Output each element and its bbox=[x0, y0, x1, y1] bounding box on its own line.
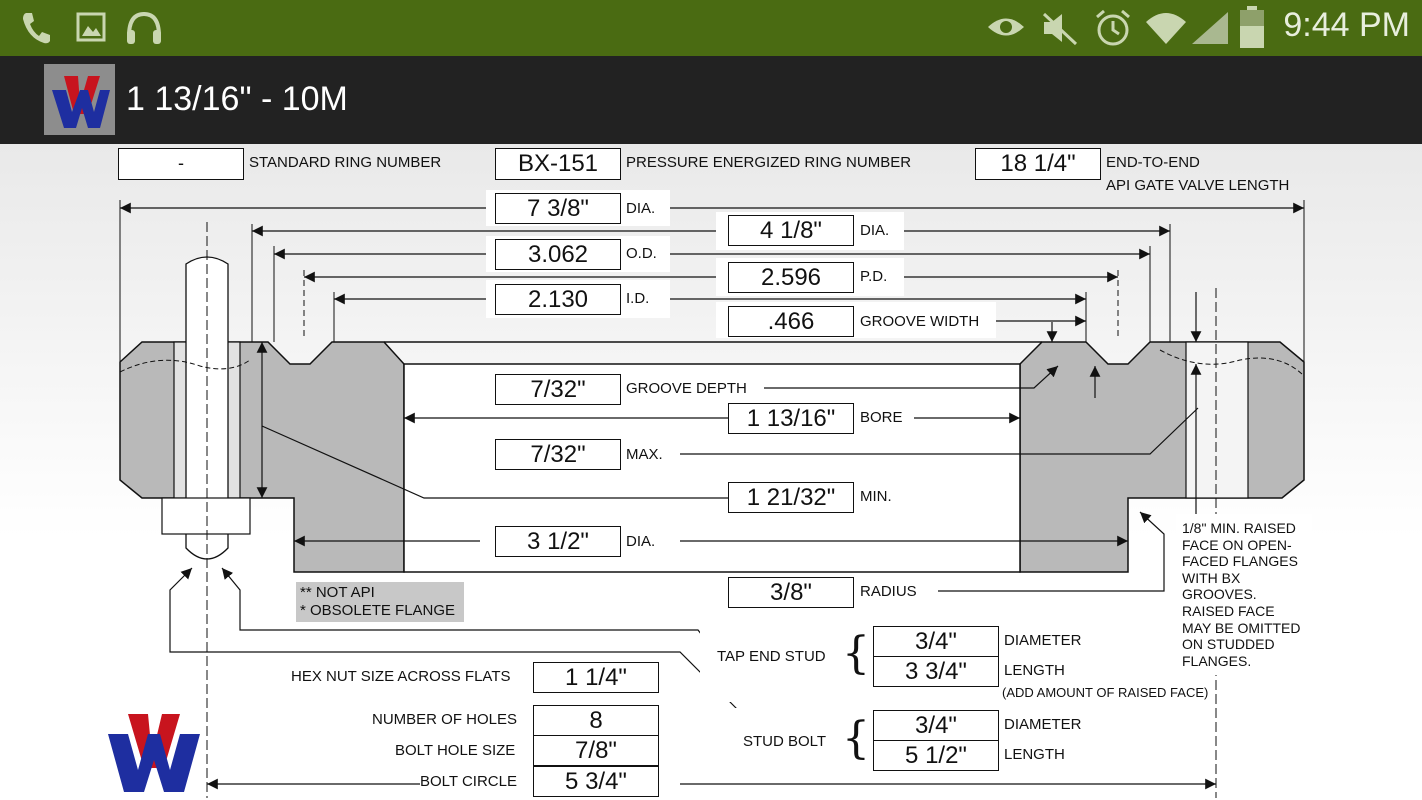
groove-width-value: .466 bbox=[728, 306, 854, 337]
id-value: 2.130 bbox=[495, 284, 621, 315]
id-label: I.D. bbox=[626, 290, 650, 307]
page-title: 1 13/16" - 10M bbox=[126, 80, 348, 118]
app-logo[interactable] bbox=[44, 64, 115, 135]
legend-obsolete: * OBSOLETE FLANGE bbox=[300, 602, 456, 619]
pressure-ring-number-value: BX-151 bbox=[495, 148, 621, 180]
bolt-circle-label: BOLT CIRCLE bbox=[420, 773, 517, 790]
action-bar bbox=[0, 56, 1422, 144]
status-bar bbox=[0, 0, 1422, 56]
wv-logo-icon bbox=[44, 64, 115, 135]
stud-bolt-length-label: LENGTH bbox=[1004, 746, 1065, 763]
raised-face-add-note: (ADD AMOUNT OF RAISED FACE) bbox=[1002, 685, 1209, 700]
od-value: 3.062 bbox=[495, 239, 621, 270]
tap-end-brace: { bbox=[842, 628, 870, 679]
standard-ring-number-value: - bbox=[118, 148, 244, 180]
eye-icon bbox=[986, 14, 1026, 40]
bolt-hole-size-value: 7/8" bbox=[533, 735, 659, 766]
pd-label: P.D. bbox=[860, 268, 888, 285]
flange-dia-value: 7 3/8" bbox=[495, 193, 621, 224]
radius-label: RADIUS bbox=[860, 583, 917, 600]
hex-nut-label: HEX NUT SIZE ACROSS FLATS bbox=[291, 668, 511, 685]
pd-value: 2.596 bbox=[728, 262, 854, 293]
groove-width-label: GROOVE WIDTH bbox=[860, 313, 980, 330]
stud-bolt-diameter-label: DIAMETER bbox=[1004, 716, 1082, 733]
bolt-hole-size-label: BOLT HOLE SIZE bbox=[395, 742, 516, 759]
number-of-holes-value: 8 bbox=[533, 705, 659, 736]
od-label: O.D. bbox=[626, 245, 657, 262]
raised-face-dia-label: DIA. bbox=[860, 222, 890, 239]
raised-face-dia-value: 4 1/8" bbox=[728, 215, 854, 246]
right-bolt-hole bbox=[1186, 342, 1248, 498]
pressure-ring-number-label: PRESSURE ENERGIZED RING NUMBER bbox=[626, 154, 912, 171]
mute-icon bbox=[1040, 10, 1080, 46]
clock: 9:44 PM bbox=[1283, 6, 1410, 44]
end-to-end-value: 18 1/4" bbox=[975, 148, 1101, 180]
max-value: 7/32" bbox=[495, 439, 621, 470]
tap-end-stud-label: TAP END STUD bbox=[717, 648, 826, 665]
battery-icon bbox=[1238, 4, 1266, 50]
image-icon bbox=[76, 12, 106, 42]
stud-bolt-label: STUD BOLT bbox=[743, 733, 827, 750]
stud-bolt-diameter-value: 3/4" bbox=[873, 710, 999, 741]
legend bbox=[296, 582, 464, 622]
wifi-icon bbox=[1144, 10, 1188, 46]
number-of-holes-label: NUMBER OF HOLES bbox=[372, 711, 518, 728]
min-value: 1 21/32" bbox=[728, 482, 854, 513]
tap-end-length-label: LENGTH bbox=[1004, 662, 1065, 679]
stud-bolt-length-value: 5 1/2" bbox=[873, 740, 999, 771]
headphones-icon bbox=[124, 10, 164, 46]
bore-label: BORE bbox=[860, 409, 903, 426]
raised-face-note: 1/8" MIN. RAISED FACE ON OPEN-FACED FLANGES WITH BX GROOVES. RAISED FACE MAY BE OMITTED ON STUDDED FLANGES. bbox=[1176, 514, 1312, 675]
hex-nut-value: 1 1/4" bbox=[533, 662, 659, 693]
groove-depth-label: GROOVE DEPTH bbox=[626, 380, 747, 397]
groove-depth-value: 7/32" bbox=[495, 374, 621, 405]
tap-end-diameter-value: 3/4" bbox=[873, 626, 999, 657]
hub-dia-label: DIA. bbox=[626, 533, 656, 550]
tap-end-diameter-label: DIAMETER bbox=[1004, 632, 1082, 649]
bolt-circle-value: 5 3/4" bbox=[533, 766, 659, 797]
company-logo-icon bbox=[106, 712, 202, 794]
stud-bolt-brace: { bbox=[842, 713, 870, 764]
signal-icon bbox=[1190, 10, 1230, 46]
hub-dia-value: 3 1/2" bbox=[495, 526, 621, 557]
min-label: MIN. bbox=[860, 488, 892, 505]
radius-value: 3/8" bbox=[728, 577, 854, 608]
legend-not-api: ** NOT API bbox=[300, 584, 375, 601]
flange-dia-label: DIA. bbox=[626, 200, 656, 217]
left-nut bbox=[162, 498, 250, 534]
alarm-icon bbox=[1094, 8, 1132, 48]
bore-value: 1 13/16" bbox=[728, 403, 854, 434]
max-label: MAX. bbox=[626, 446, 663, 463]
standard-ring-number-label: STANDARD RING NUMBER bbox=[249, 154, 442, 171]
gate-valve-length-label: API GATE VALVE LENGTH bbox=[1106, 177, 1290, 194]
tap-end-length-value: 3 3/4" bbox=[873, 656, 999, 687]
end-to-end-label: END-TO-END bbox=[1106, 154, 1200, 171]
phone-icon bbox=[20, 10, 52, 46]
